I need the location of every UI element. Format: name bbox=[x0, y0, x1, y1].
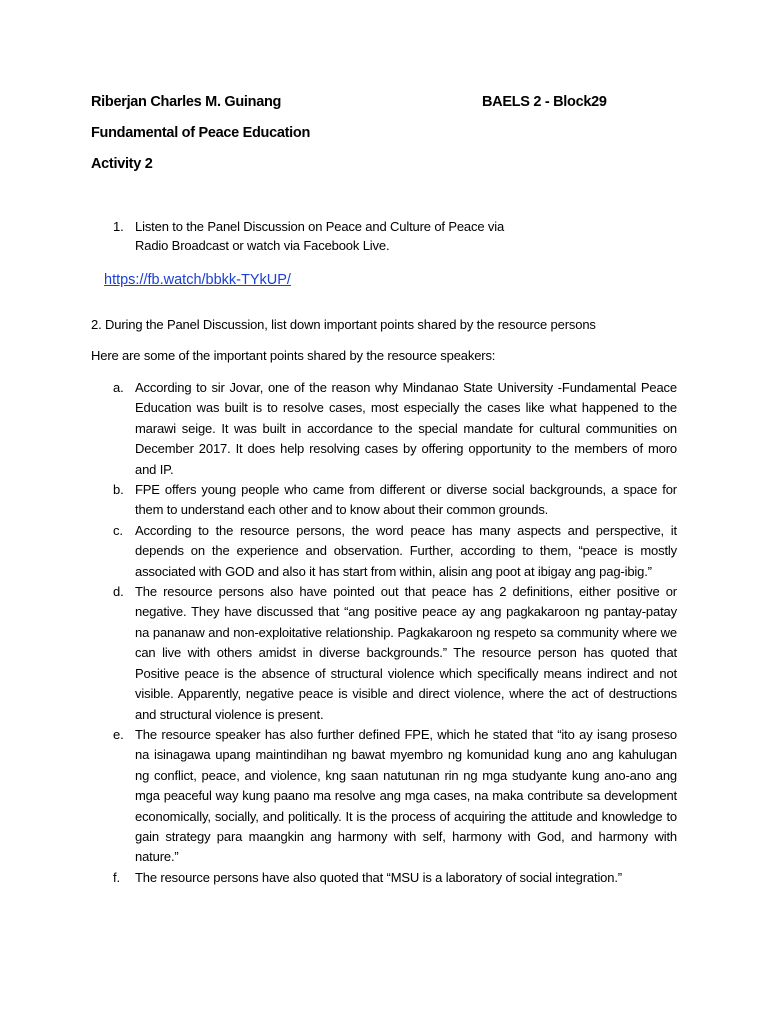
intro-paragraph: Here are some of the important points shared by the resource speakers: bbox=[91, 348, 496, 363]
student-name: Riberjan Charles M. Guinang bbox=[91, 94, 282, 110]
list-marker: b. bbox=[113, 482, 124, 498]
list-marker: d. bbox=[113, 584, 124, 600]
numbered-item-1 bbox=[113, 217, 553, 255]
list-item bbox=[91, 582, 677, 725]
list-item bbox=[91, 868, 677, 888]
list-item bbox=[91, 725, 677, 868]
list-item-text: According to the resource persons, the word peace has many aspects and perspective, it depends on the experience and observation. Further, according to them, “peace is mostly associated with GOD and also it has start from within, alisin ang poot at ibigay ang pag-ibig.” bbox=[135, 522, 677, 579]
list-item-text: FPE offers young people who came from different or diverse social backgrounds, a space for them to understand each other and to know about their common grounds. bbox=[135, 482, 677, 518]
list-marker: e. bbox=[113, 726, 124, 742]
list-marker: a. bbox=[113, 380, 124, 395]
list-item-text: The resource persons also have pointed out that peace has 2 definitions, either positive or negative. They have discussed that “ang positive peace ay ang pagkakaroon ng pantay-patay na pananaw and non-exploitative relationship. Pagkakaroon ng respeto sa community where we can live with others amidst in diverse backgrounds.” The resource person has quoted that Positive peace is the absence of structural violence which specifically means indirect and not visible. Apparently, negative peace is visible and direct violence, where the act of destructions and structural violence is present. bbox=[135, 584, 677, 722]
facebook-video-link[interactable]: https://fb.watch/bbkk-TYkUP/ bbox=[104, 272, 291, 288]
course-block: BAELS 2 - Block29 bbox=[482, 94, 607, 110]
list-item-text: The resource speaker has also further defined FPE, which he stated that “ito ay isang proseso na isinagawa upang maintindihan ng bawat myembro ng komunidad kung ano ang kahulugan ng conflict, peace, and violence, kng saan natutunan rin ng mga studyante kung ano-ano ang mga peaceful way kung paano ma resolve ang mga cases, na maka contribute sa development economically, socially, and politically. It is the process of acquiring the attitude and knowledge to gain strategy para maangkin ang harmony with self, harmony with God, and harmony with nature.” bbox=[135, 726, 677, 865]
list-item-text: According to sir Jovar, one of the reason why Mindanao State University -Fundamental Peace Education was built is to resolve cases, most especially the cases like what happened to the marawi seige. It was built in accordance to the special mandate for cultural communities on December 2017. It does help resolving cases by offering opportunity to the members of moro and IP. bbox=[135, 380, 677, 477]
item-1-line-1: Listen to the Panel Discussion on Peace and Culture of Peace via bbox=[135, 219, 505, 234]
subject-title: Fundamental of Peace Education bbox=[91, 125, 311, 141]
list-item bbox=[91, 521, 677, 582]
points-list bbox=[91, 378, 677, 888]
list-marker: c. bbox=[113, 522, 123, 538]
item-number: 1. bbox=[113, 219, 124, 234]
list-item-text: The resource persons have also quoted that “MSU is a laboratory of social integration.” bbox=[135, 869, 622, 885]
item-1-line-2: Radio Broadcast or watch via Facebook Live. bbox=[135, 238, 390, 253]
list-item bbox=[91, 378, 677, 480]
list-item bbox=[91, 480, 677, 521]
activity-title: Activity 2 bbox=[91, 156, 153, 172]
list-marker: f. bbox=[113, 869, 120, 885]
item-2-paragraph: 2. During the Panel Discussion, list down important points shared by the resource persons bbox=[91, 317, 596, 332]
item-1-text bbox=[135, 217, 553, 255]
